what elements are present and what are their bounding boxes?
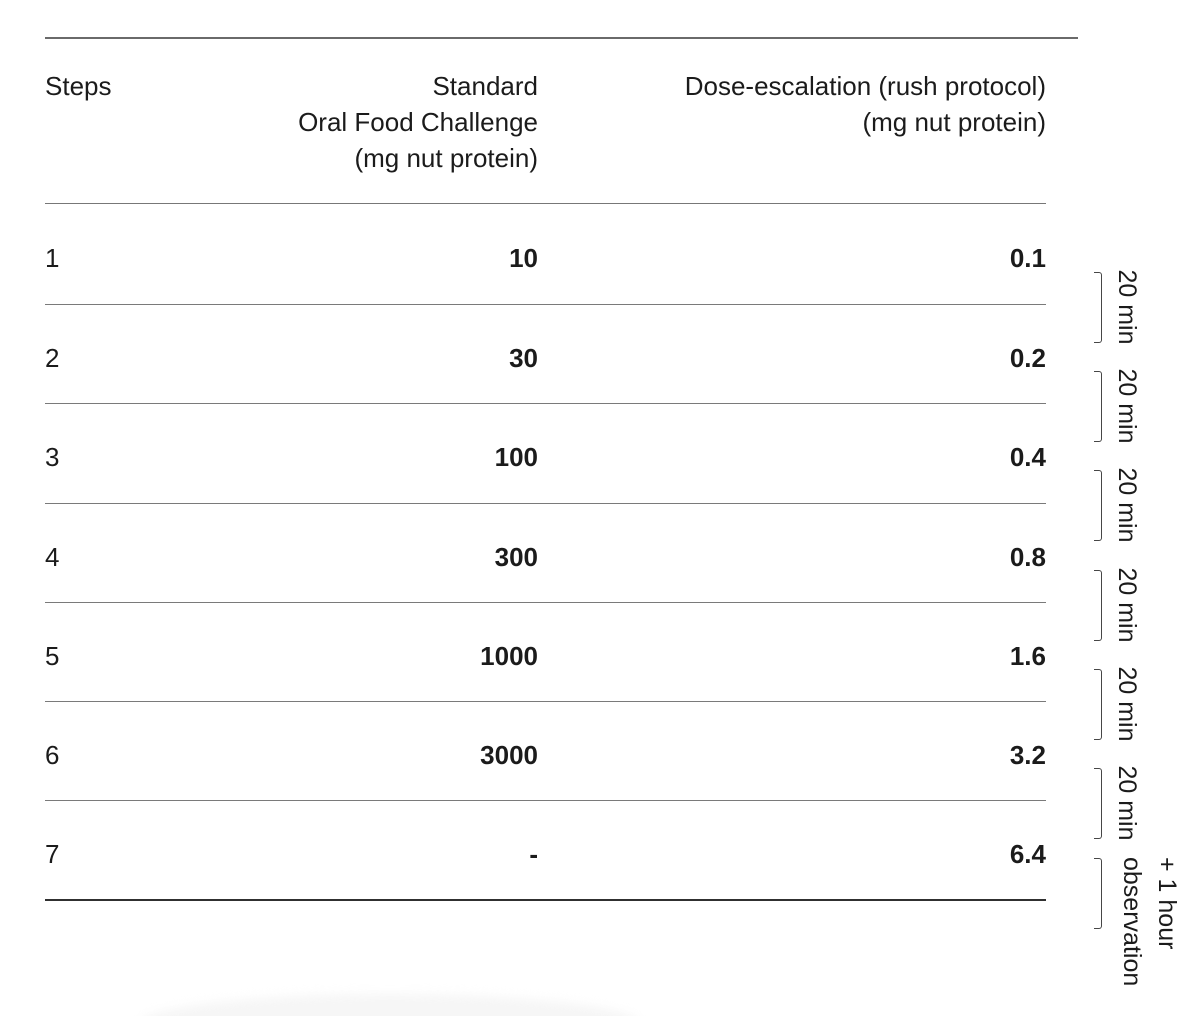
rush-dose-cell: 6.4 (1009, 839, 1046, 870)
rush-dose-cell: 0.1 (1009, 243, 1046, 273)
interval-label-6: 20 min (1113, 765, 1141, 841)
interval-label-5: 20 min (1113, 666, 1141, 742)
standard-dose-cell: 3000 (480, 740, 538, 771)
scan-smudge-artifact (140, 994, 640, 1016)
step-cell: 6 (45, 740, 60, 771)
table-row-5 (45, 603, 1046, 702)
table-row-2 (45, 305, 1046, 404)
standard-dose-cell: - (529, 839, 538, 870)
interval-label-2: 20 min (1113, 368, 1141, 444)
header-dose-escalation (538, 68, 1046, 203)
step-cell: 1 (45, 243, 60, 273)
interval-bracket-3 (1094, 470, 1102, 541)
step-cell: 2 (45, 343, 60, 374)
rush-dose-cell: 0.2 (1009, 343, 1046, 374)
observation-label-line1: + 1 hour (1153, 857, 1181, 950)
header-steps: Steps (45, 71, 112, 101)
table-row-3 (45, 404, 1046, 503)
standard-dose-cell: 10 (509, 243, 538, 273)
standard-dose-cell: 100 (494, 442, 538, 473)
step-cell: 7 (45, 839, 60, 870)
observation-bracket (1094, 858, 1102, 929)
header-standard-ofc (145, 68, 538, 203)
observation-label-line2: observation (1118, 857, 1146, 987)
standard-dose-cell: 30 (509, 343, 538, 374)
rush-dose-cell: 0.8 (1009, 541, 1046, 572)
step-cell: 4 (45, 541, 60, 572)
rush-dose-cell: 0.4 (1009, 442, 1046, 473)
table-row-4 (45, 504, 1046, 603)
observation-label (1114, 857, 1184, 997)
step-cell: 5 (45, 641, 60, 672)
interval-bracket-4 (1094, 570, 1102, 641)
header-rush-line1: Dose-escalation (rush protocol) (684, 71, 1046, 101)
standard-dose-cell: 300 (494, 541, 538, 572)
rush-dose-cell: 1.6 (1009, 641, 1046, 672)
header-standard-line3: (mg nut protein) (354, 143, 538, 173)
header-standard-line2: Oral Food Challenge (298, 107, 538, 137)
interval-label-3: 20 min (1113, 467, 1141, 543)
table-row-7 (45, 801, 1046, 900)
table-header-row (45, 39, 1046, 204)
interval-bracket-1 (1094, 272, 1102, 343)
table-row-6 (45, 702, 1046, 801)
interval-label-1: 20 min (1113, 269, 1141, 345)
step-cell: 3 (45, 442, 60, 473)
dose-protocol-table (45, 37, 1078, 901)
interval-bracket-6 (1094, 768, 1102, 839)
interval-bracket-2 (1094, 371, 1102, 442)
rush-dose-cell: 3.2 (1009, 740, 1046, 771)
interval-bracket-5 (1094, 669, 1102, 740)
standard-dose-cell: 1000 (480, 641, 538, 672)
interval-label-4: 20 min (1113, 567, 1141, 643)
header-rush-line2: (mg nut protein) (862, 107, 1046, 137)
table-row-1 (45, 204, 1046, 305)
header-standard-line1: Standard (432, 71, 538, 101)
